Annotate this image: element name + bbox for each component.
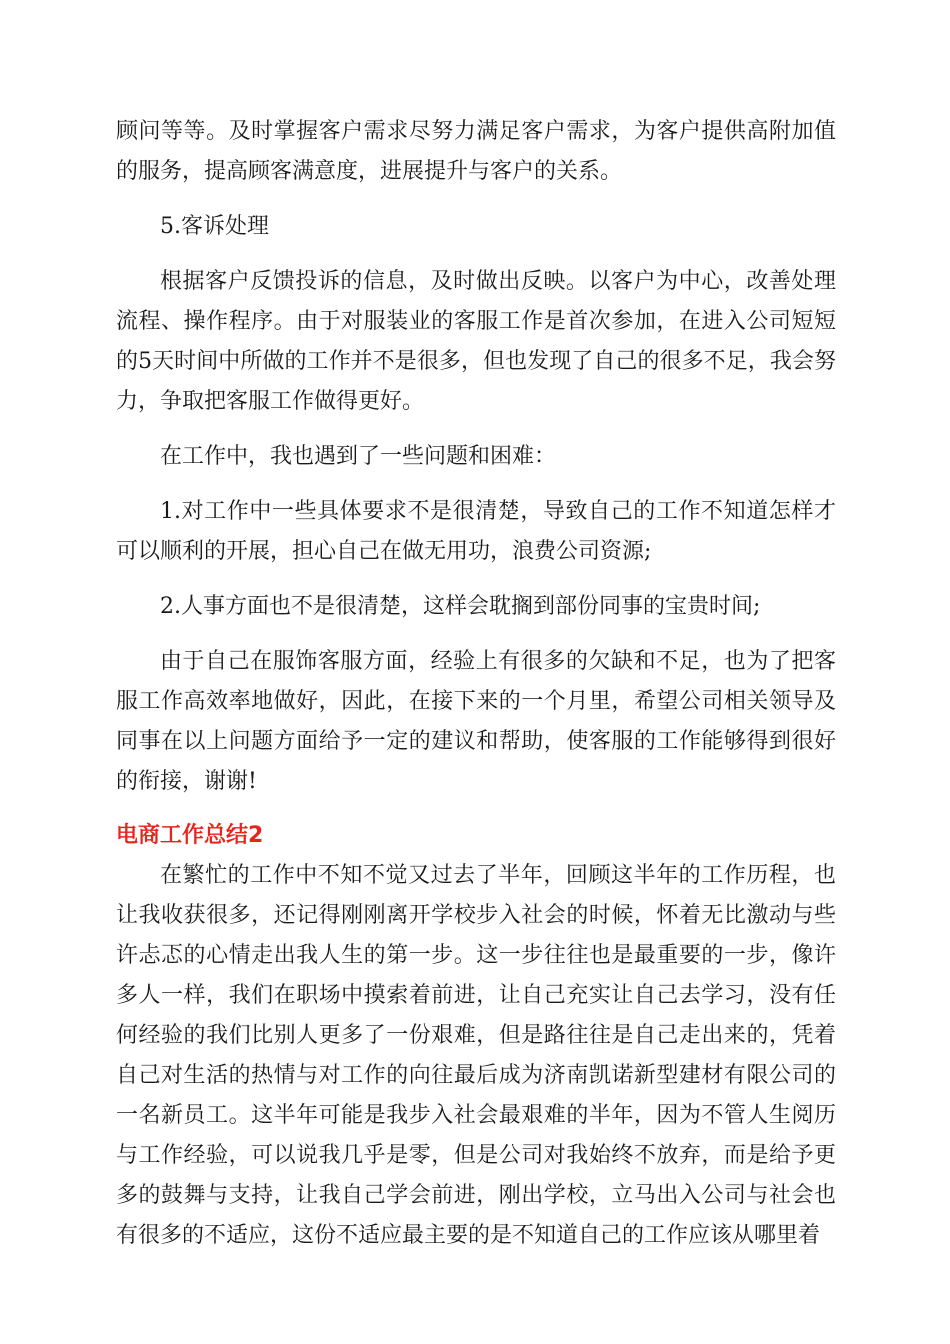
paragraph-complaint-handling: 根据客户反馈投诉的信息，及时做出反映。以客户为中心，改善处理流程、操作程序。由于对服装业的客服工作是首次参加，在进入公司短短的5天时间中所做的工作并不是很多，但也发现了自己的很多不足，我会努力，争取把客服工作做得更好。 [116,269,836,414]
section-heading: 电商工作总结2 [116,823,264,848]
paragraph-problems-intro: 在工作中，我也遇到了一些问题和困难： [160,444,557,469]
list-item-problem-2: 2.人事方面也不是很清楚，这样会耽搁到部份同事的宝贵时间; [160,594,761,619]
paragraph-closing: 由于自己在服饰客服方面，经验上有很多的欠缺和不足，也为了把客服工作高效率地做好，因此，在接下来的一个月里，希望公司相关领导及同事在以上问题方面给予一定的建议和帮助，使客服的工作能够得到很好的衔接，谢谢! [116,649,836,794]
document-body [116,112,836,1256]
paragraph-continuation: 顾问等等。及时掌握客户需求尽努力满足客户需求，为客户提供高附加值的服务，提高顾客满意度，进展提升与客户的关系。 [116,119,836,184]
paragraph-summary-2: 在繁忙的工作中不知不觉又过去了半年，回顾这半年的工作历程，也让我收获很多，还记得刚刚离开学校步入社会的时候，怀着无比激动与些许忐忑的心情走出我人生的第一步。这一步往往也是最重要的一步，像许多人一样，我们在职场中摸索着前进，让自己充实让自己去学习，没有任何经验的我们比别人更多了一份艰难，但是路往往是自己走出来的，凭着自己对生活的热情与对工作的向往最后成为济南凯诺新型建材有限公司的一名新员工。这半年可能是我步入社会最艰难的半年，因为不管人生阅历与工作经验，可以说我几乎是零，但是公司对我始终不放弃，而是给予更多的鼓舞与支持，让我自己学会前进，刚出学校，立马出入公司与社会也有很多的不适应，这份不适应最主要的是不知道自己的工作应该从哪里着 [116,863,836,1248]
section-subheading-complaint-handling: 5.客诉处理 [160,214,269,239]
list-item-problem-1: 1.对工作中一些具体要求不是很清楚，导致自己的工作不知道怎样才可以顺利的开展，担心自己在做无用功，浪费公司资源; [116,499,836,564]
